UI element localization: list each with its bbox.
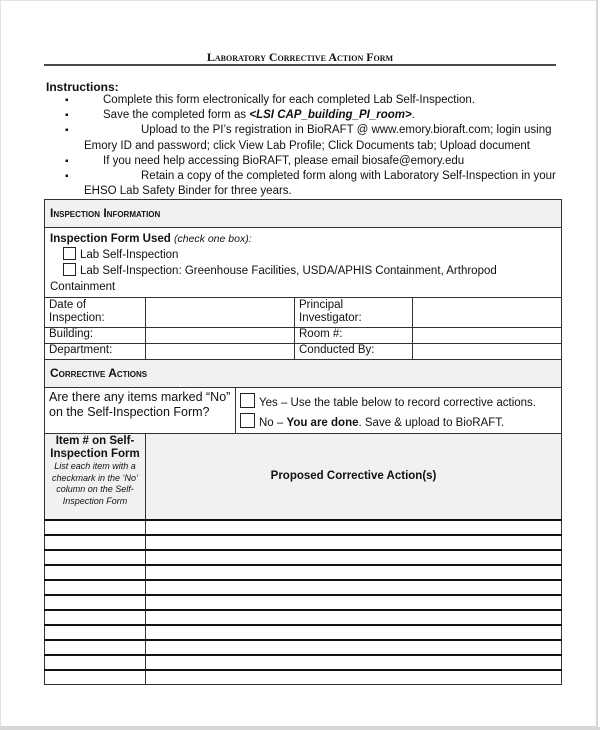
bullet-icon: ▪ (65, 95, 69, 106)
instruction-text: Retain a copy of the completed form along with Laboratory Self-Inspection in your EHSO Lab Safety Binder for three years. (84, 170, 556, 198)
action-cell[interactable] (146, 535, 562, 550)
action-cell[interactable] (146, 610, 562, 625)
form-used-label: Inspection Form Used (50, 233, 171, 245)
checkbox-icon[interactable] (63, 247, 76, 260)
instruction-item (46, 169, 566, 199)
instruction-item (46, 154, 566, 169)
action-cell[interactable] (146, 520, 562, 535)
conducted-by-field[interactable] (413, 344, 562, 360)
form-title: Laboratory Corrective Action Form (206, 50, 394, 64)
table-row (45, 670, 562, 685)
bullet-icon: ▪ (65, 171, 69, 183)
item-number-cell[interactable] (45, 580, 146, 595)
item-number-cell[interactable] (45, 625, 146, 640)
yes-option[interactable] (240, 393, 557, 413)
no-option-suffix: . Save & upload to BioRAFT. (358, 417, 505, 429)
item-number-header-label: Item # on Self-Inspection Form (50, 435, 140, 460)
checkbox-icon[interactable] (63, 263, 76, 276)
instructions-label: Instructions: (46, 80, 119, 94)
title-rule (44, 64, 556, 66)
option-greenhouse[interactable] (50, 263, 556, 295)
no-option-bold: You are done (286, 417, 359, 429)
no-checkbox-icon[interactable] (240, 413, 255, 428)
bullet-icon: ▪ (65, 155, 69, 167)
yes-option-label: Yes – Use the table below to record corrective actions. (259, 397, 536, 409)
option-lab-self-inspection[interactable] (50, 247, 556, 263)
option-label: Lab Self-Inspection: Greenhouse Facilities, USDA/APHIS Containment, Arthropod Containment (50, 265, 497, 293)
no-items-question: Are there any items marked “No” on the Self-Inspection Form? (45, 388, 236, 434)
action-cell[interactable] (146, 625, 562, 640)
corrective-actions-heading: Corrective Actions (45, 360, 562, 388)
yes-checkbox-icon[interactable] (240, 393, 255, 408)
option-label: Lab Self-Inspection (80, 249, 179, 261)
action-cell[interactable] (146, 655, 562, 670)
item-number-cell[interactable] (45, 610, 146, 625)
item-number-cell[interactable] (45, 655, 146, 670)
no-option-prefix: No – (259, 417, 287, 429)
item-number-cell[interactable] (45, 535, 146, 550)
item-number-cell[interactable] (45, 670, 146, 685)
pi-field[interactable] (413, 298, 562, 328)
instruction-text: Upload to the PI’s registration in BioRAFT @ www.emory.bioraft.com; login using Emory ID and password; click View Lab Profile; Click Documents tab; Upload document (84, 124, 552, 152)
table-row (45, 595, 562, 610)
action-cell[interactable] (146, 595, 562, 610)
instruction-item (46, 108, 566, 123)
table-row (45, 535, 562, 550)
instruction-text-suffix: . (411, 109, 415, 122)
action-cell[interactable] (146, 565, 562, 580)
date-field[interactable] (146, 298, 295, 328)
table-row (45, 625, 562, 640)
form-used-cell (45, 228, 562, 298)
item-number-cell[interactable] (45, 550, 146, 565)
filename-pattern: <LSI CAP_building_PI_room> (249, 109, 412, 122)
department-label: Department: (45, 344, 146, 360)
item-number-cell[interactable] (45, 565, 146, 580)
inspection-information-heading: Inspection Information (45, 200, 562, 228)
bullet-icon: ▪ (65, 110, 69, 122)
no-items-answer-cell (236, 388, 562, 434)
table-row (45, 610, 562, 625)
pi-label: Principal Investigator: (295, 298, 413, 328)
table-row (45, 520, 562, 535)
table-row (45, 550, 562, 565)
room-label: Room #: (295, 328, 413, 344)
item-number-cell[interactable] (45, 520, 146, 535)
instructions-list (46, 93, 566, 199)
item-number-cell[interactable] (45, 595, 146, 610)
instruction-item (46, 93, 566, 108)
table-row (45, 655, 562, 670)
item-number-cell[interactable] (45, 640, 146, 655)
table-row (45, 565, 562, 580)
conducted-by-label: Conducted By: (295, 344, 413, 360)
date-label: Date of Inspection: (45, 298, 146, 328)
table-row (45, 580, 562, 595)
action-cell[interactable] (146, 580, 562, 595)
bullet-icon: ▪ (65, 125, 69, 137)
instruction-text: If you need help accessing BioRAFT, please email biosafe@emory.edu (103, 154, 465, 167)
action-cell[interactable] (146, 550, 562, 565)
room-field[interactable] (413, 328, 562, 344)
form-used-hint: (check one box): (173, 233, 252, 245)
item-number-header (45, 434, 146, 520)
instruction-text: Complete this form electronically for each completed Lab Self-Inspection. (103, 94, 476, 106)
action-cell[interactable] (146, 670, 562, 685)
inspection-form-table (44, 199, 562, 685)
building-label: Building: (45, 328, 146, 344)
proposed-actions-header: Proposed Corrective Action(s) (146, 434, 562, 520)
no-option[interactable] (240, 413, 557, 433)
table-row (45, 640, 562, 655)
action-cell[interactable] (146, 640, 562, 655)
building-field[interactable] (146, 328, 295, 344)
instruction-item (46, 123, 566, 153)
item-number-subheader: List each item with a checkmark in the ‘No’ column on the Self-Inspection Form (51, 461, 139, 506)
department-field[interactable] (146, 344, 295, 360)
instruction-text: Save the completed form as (103, 109, 250, 122)
